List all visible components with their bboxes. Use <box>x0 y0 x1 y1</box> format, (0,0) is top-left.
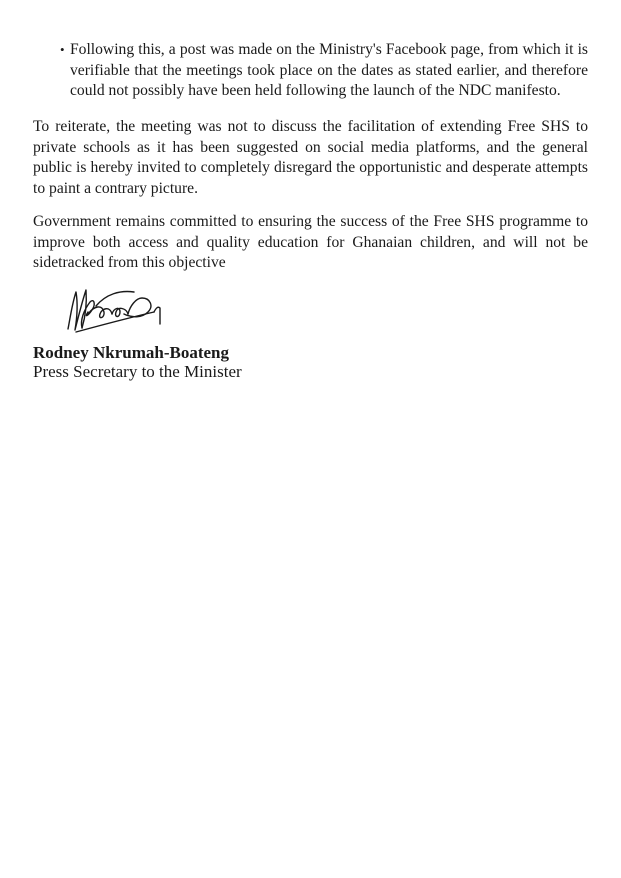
bullet-text: Following this, a post was made on the Ministry's Facebook page, from which it is verifiable that the meetings took place on the dates as stated earlier, and therefore could not possibly have been held following the launch of the NDC manifesto. <box>70 41 588 99</box>
signer-name: Rodney Nkrumah-Boateng <box>33 343 229 362</box>
bullet-item <box>60 40 588 102</box>
signer-title: Press Secretary to the Minister <box>33 362 242 381</box>
bullet-marker: • <box>60 42 65 57</box>
handwritten-signature <box>58 284 168 342</box>
paragraph-government-commitment: Government remains committed to ensuring the success of the Free SHS programme to improve both access and quality education for Ghanaian children, and will not be sidetracked from this objective <box>33 213 588 271</box>
paragraph-reiterate: To reiterate, the meeting was not to discuss the facilitation of extending Free SHS to private schools as it has been suggested on social media platforms, and the general public is hereby invited to completely disregard the opportunistic and desperate attempts to paint a contrary picture. <box>33 118 588 197</box>
